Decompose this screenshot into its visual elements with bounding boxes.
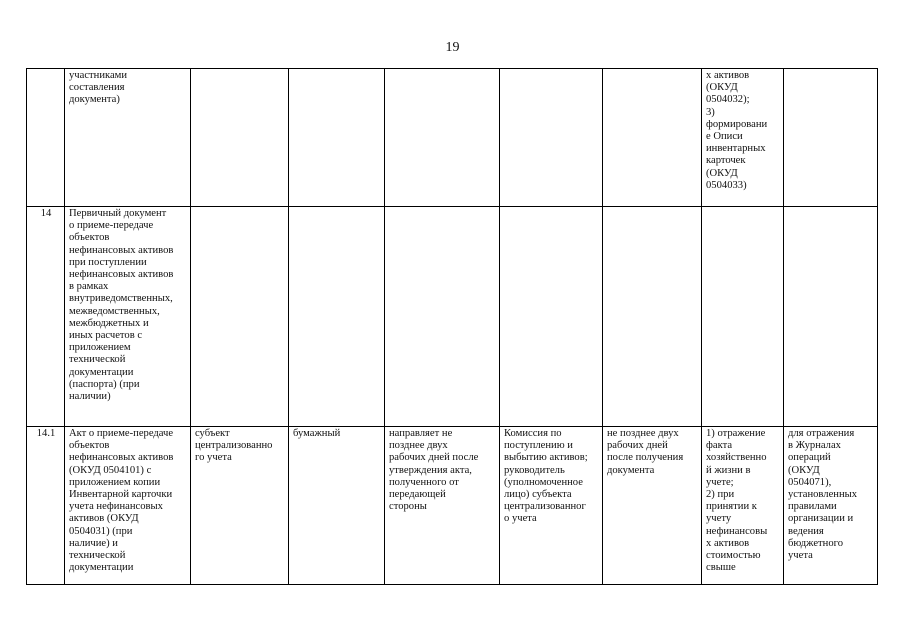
deadline-cell xyxy=(603,207,702,427)
format-cell: бумажный xyxy=(289,427,385,585)
action-cell xyxy=(385,207,500,427)
document-name-cell: участниками составления документа) xyxy=(65,69,191,207)
signer-cell xyxy=(500,207,603,427)
responsible-cell xyxy=(191,207,289,427)
page-number: 19 xyxy=(445,40,460,55)
row-number-cell xyxy=(27,69,65,207)
signer-cell xyxy=(500,69,603,207)
action-cell xyxy=(385,69,500,207)
purpose-cell: 1) отражение факта хозяйственно й жизни в учете; 2) при принятии к учету нефинансовы х активов стоимостью свыше xyxy=(702,427,784,585)
action-cell: направляет не позднее двух рабочих дней после утверждения акта, полученного от передающей стороны xyxy=(385,427,500,585)
purpose-cell: х активов (ОКУД 0504032); 3) формировани е Описи инвентарных карточек (ОКУД 0504033) xyxy=(702,69,784,207)
document-name-cell: Акт о приеме-передаче объектов нефинансовых активов (ОКУД 0504101) с приложением копии Инвентарной карточки учета нефинансовых активов (ОКУД 0504031) (при наличие) и технической документации xyxy=(65,427,191,585)
format-cell xyxy=(289,207,385,427)
deadline-cell: не позднее двух рабочих дней после получения документа xyxy=(603,427,702,585)
document-name-cell: Первичный документ о приеме-передаче объектов нефинансовых активов при поступлении нефинансовых активов в рамках внутриведомственных, межведомственных, межбюджетных и иных расчетов с приложением технической документации (паспорта) (при наличии) xyxy=(65,207,191,427)
table-row xyxy=(27,427,878,585)
table-row xyxy=(27,207,878,427)
responsible-cell xyxy=(191,69,289,207)
signer-cell: Комиссия по поступлению и выбытию активов; руководитель (уполномоченное лицо) субъекта централизованног о учета xyxy=(500,427,603,585)
row-number-cell: 14.1 xyxy=(27,427,65,585)
table-row xyxy=(27,69,878,207)
format-cell xyxy=(289,69,385,207)
purpose-cell xyxy=(702,207,784,427)
usage-cell xyxy=(784,207,878,427)
deadline-cell xyxy=(603,69,702,207)
document-table xyxy=(26,68,878,585)
row-number-cell: 14 xyxy=(27,207,65,427)
responsible-cell: субъект централизованно го учета xyxy=(191,427,289,585)
usage-cell xyxy=(784,69,878,207)
usage-cell: для отражения в Журналах операций (ОКУД 0504071), установленных правилами организации и ведения бюджетного учета xyxy=(784,427,878,585)
